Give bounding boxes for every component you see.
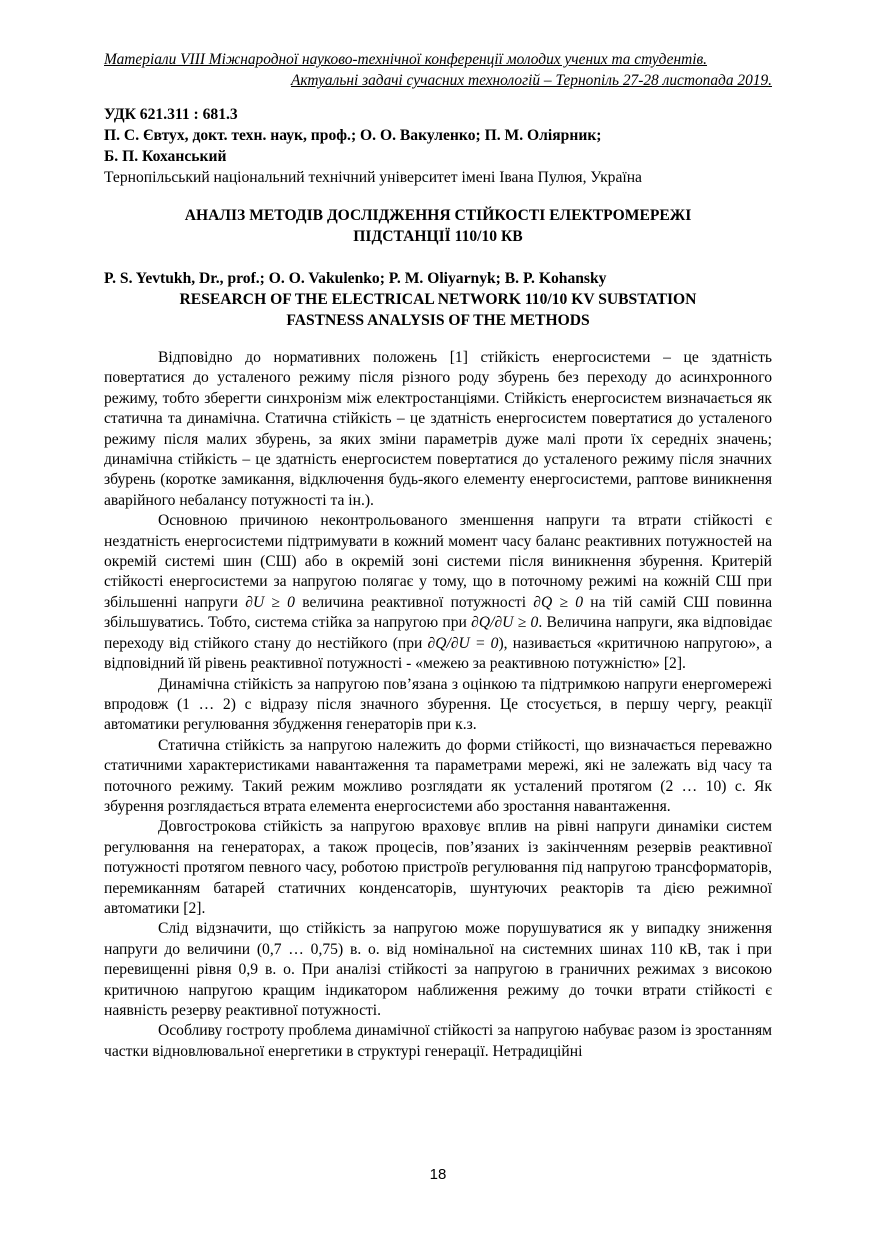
p2-text-d: . Величина напруги, яка відповідає переходу від стійкого стану до нестійкого (при xyxy=(104,614,773,652)
equation-dq-du: ∂Q/∂U ≥ 0 xyxy=(471,614,539,632)
authors-ua-line1: П. С. Євтух, докт. техн. наук, проф.; О. О. Вакуленко; П. М. Оліярник; xyxy=(104,127,602,144)
paragraph-4: Статична стійкість за напругою належить до форми стійкості, що визначається переважно статичними характеристиками навантаження та параметрами мережі, які не залежать від часу та поточного режиму. Такий режим можливо розглядати як усталений протягом (2 … 10) с. Як збурення розглядається втрата елемента енергосистеми або зростання навантаження. xyxy=(104,736,772,815)
title-en-line1: RESEARCH OF THE ELECTRICAL NETWORK 110/10 KV SUBSTATION xyxy=(179,291,697,308)
title-ua-line2: ПІДСТАНЦІЇ 110/10 КВ xyxy=(353,228,523,245)
title-en-line2: FASTNESS ANALYSIS OF THE METHODS xyxy=(286,312,590,329)
paragraph-7: Особливу гостроту проблема динамічної стійкості за напругою набуває разом із зростанням частки відновлювальної енергетики в структурі генерації. Нетрадиційні xyxy=(104,1022,772,1060)
equation-dq: ∂Q ≥ 0 xyxy=(533,593,584,611)
paragraph-5: Довгострокова стійкість за напругою враховує вплив на рівні напруги динаміки систем регулювання на генераторах, а також процесів, пов’язаних із закінченням резервів реактивної потужності протягом певного часу, роботою пристроїв регулювання під напругою трансформаторів, перемиканням батарей статичних конденсаторів, шунтуючих реакторів та дією режимної автоматики [2]. xyxy=(104,818,772,917)
udc-code: УДК 621.311 : 681.3 xyxy=(104,106,238,123)
paragraph-3: Динамічна стійкість за напругою пов’язана з оцінкою та підтримкою напруги енергомережі впродовж (1 … 2) с відразу після значного збурення. Це стосується, в першу чергу, реакції автоматики регулювання збудження генераторів при к.з. xyxy=(104,675,772,734)
running-header-date: Актуальні задачі сучасних технологій – Тернопіль 27-28 листопада 2019. xyxy=(290,72,772,89)
equation-dq-du-zero: ∂Q/∂U = 0 xyxy=(427,634,499,652)
paragraph-2 xyxy=(104,511,772,674)
paragraph-6: Слід відзначити, що стійкість за напругою може порушуватися як у випадку зниження напруги до величини (0,7 … 0,75) в. о. від номінальної на системних шинах 110 кВ, так і при перевищенні рівня 0,9 в. о. При аналізі стійкості за напругою в граничних режимах з високою критичною напругою кращим індикатором наближення режиму до точки втрати стійкості є наявність резерву реактивної потужності. xyxy=(104,920,772,1019)
title-ua-line1: АНАЛІЗ МЕТОДІВ ДОСЛІДЖЕННЯ СТІЙКОСТІ ЕЛЕКТРОМЕРЕЖІ xyxy=(184,207,692,224)
affiliation: Тернопільський національний технічний університет імені Івана Пулюя, Україна xyxy=(104,169,642,186)
page-number: 18 xyxy=(429,1166,447,1183)
running-header-conference: Матеріали VIII Міжнародної науково-технічної конференції молодих учених та студентів. xyxy=(104,51,708,68)
p2-text-a: Основною причиною неконтрольованого зменшення напруги та втрати стійкості є нездатність енергосистеми підтримувати в кожний момент часу баланс реактивних потужностей на окремій системі шин (СШ) або в окремій зоні системи після виникнення збурення. Критерій стійкості енергосистеми за напругою полягає у тому, що в поточному режимі на кожній СШ при збільшенні напруги xyxy=(104,512,772,611)
title-en xyxy=(104,289,772,331)
title-ua xyxy=(104,205,772,247)
p2-text-e: ), називається «критичною напругою», а відповідний їй рівень реактивної потужності - «межею за реактивною потужністю» [2]. xyxy=(104,634,772,673)
equation-du: ∂U ≥ 0 xyxy=(245,593,295,611)
authors-ua-line2: Б. П. Коханський xyxy=(104,148,227,165)
body-text xyxy=(104,348,772,1062)
paragraph-1: Відповідно до нормативних положень [1] стійкість енергосистеми – це здатність повертатися до усталеного режиму після різного роду збурень без переходу до асинхронного режиму, тобто зберегти синхронізм між електростанціями. Стійкість енергосистем визначається як статична та динамічна. Статична стійкість – це здатність енергосистем повертатися до усталеного режиму після малих збурень, за яких зміни параметрів дуже малі проти їх середніх значень; динамічна стійкість – це здатність енергосистем повертатися до усталеного режиму після значних збурень (коротке замикання, відключення будь-якого елементу енергосистеми, раптове виникнення аварійного небалансу потужності та ін.). xyxy=(104,349,772,509)
p2-text-b: величина реактивної потужності xyxy=(302,593,527,611)
authors-en: P. S. Yevtukh, Dr., prof.; O. O. Vakulenko; P. M. Oliyarnyk; B. P. Kohansky xyxy=(104,270,607,287)
authors-ua xyxy=(104,125,772,167)
p2-text-c: на тій самій СШ повинна збільшуватись. Тобто, система стійка за напругою при xyxy=(104,593,772,632)
